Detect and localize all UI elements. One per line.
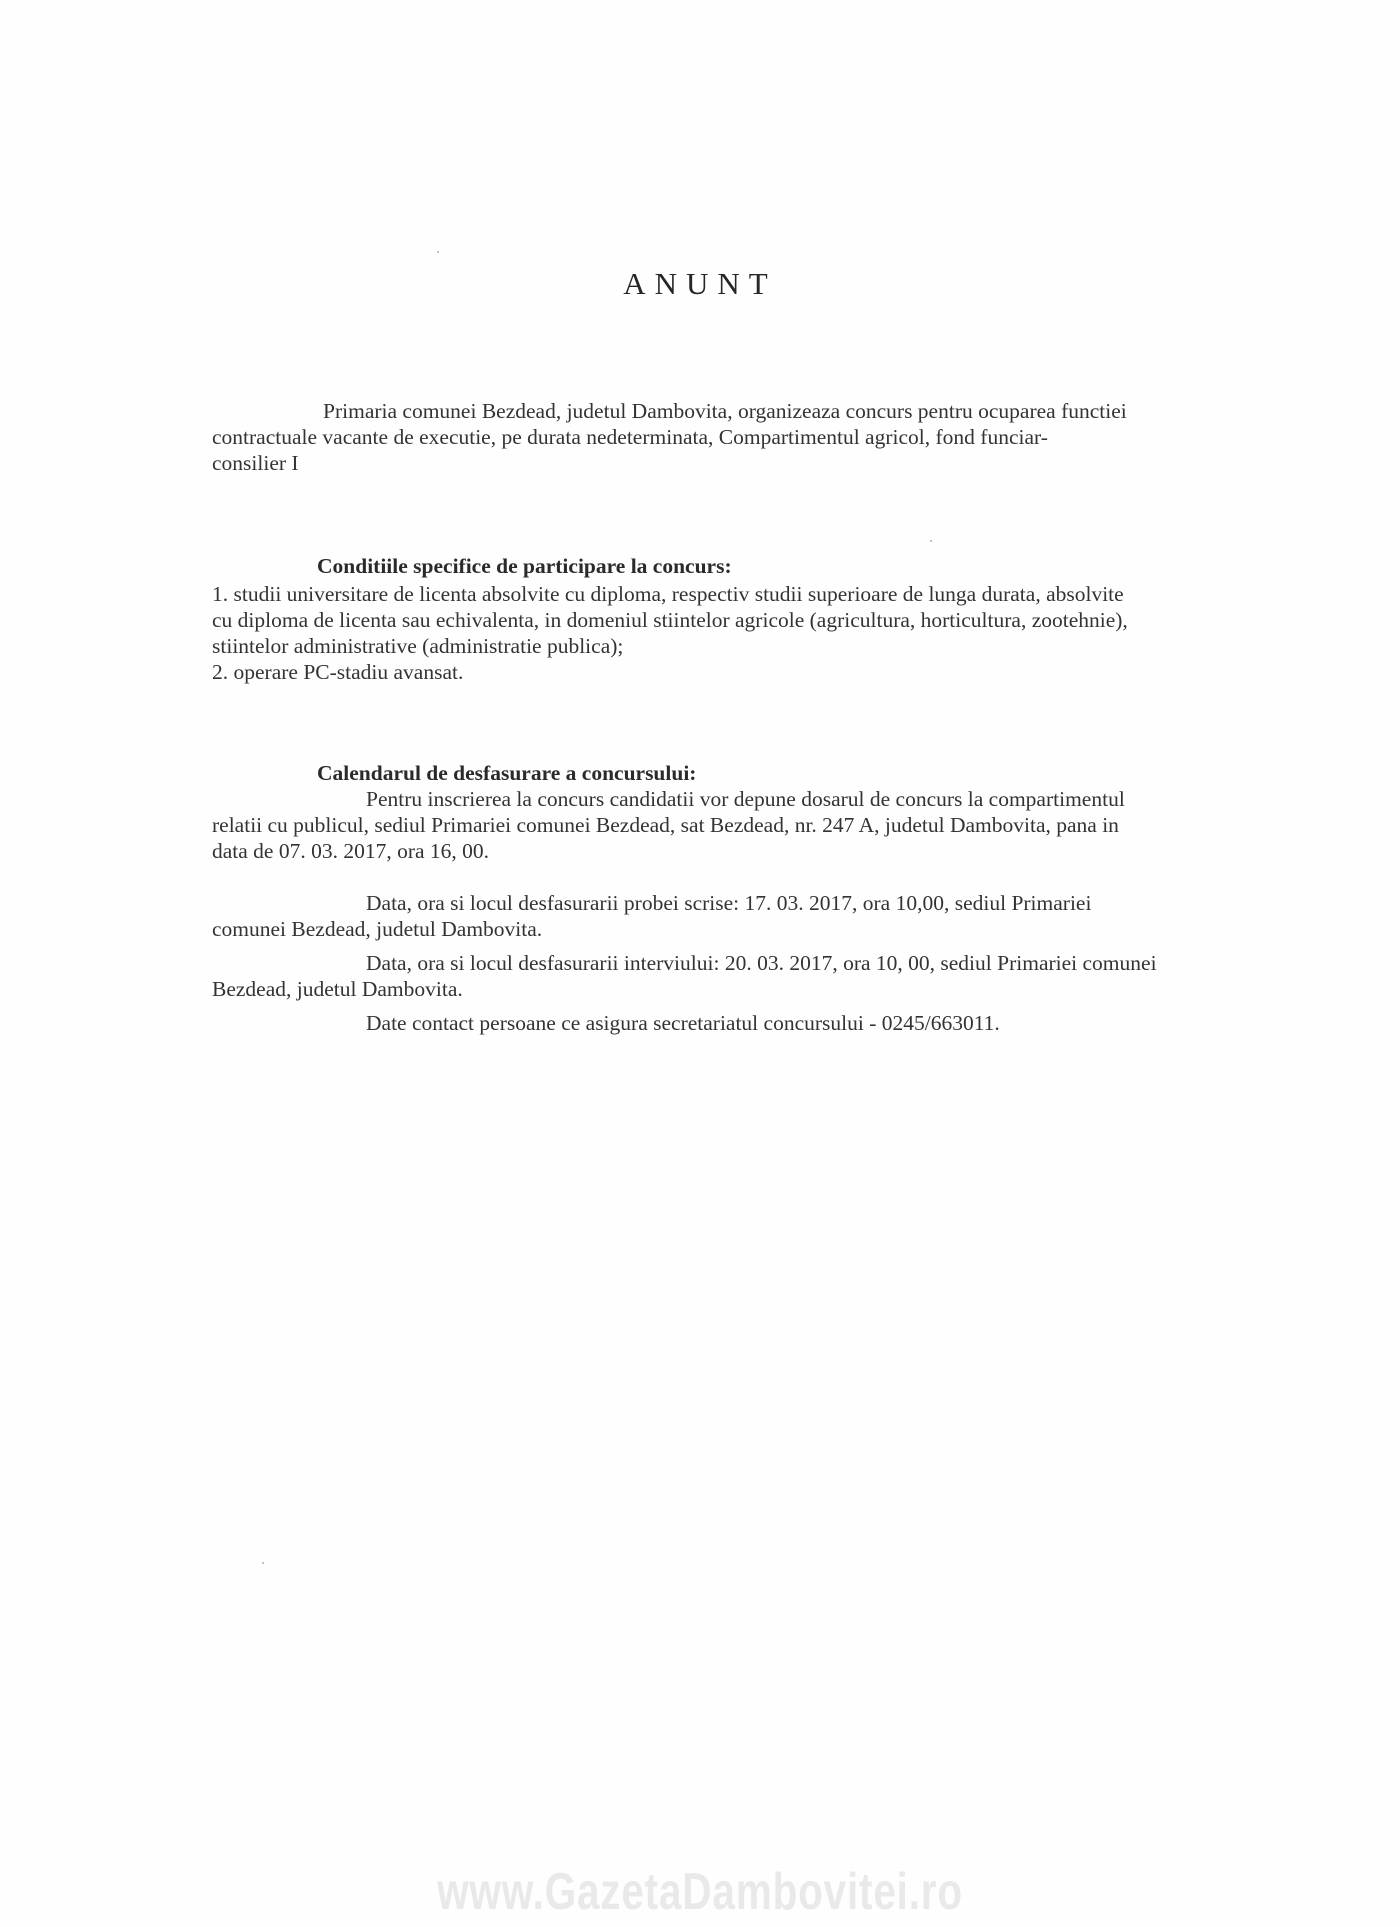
scan-speck — [262, 1562, 264, 1564]
calendar-p3-line-2: Bezdead, judetul Dambovita. — [212, 977, 463, 1001]
calendar-p1-line-1: Pentru inscrierea la concurs candidatii vor depune dosarul de concurs la compartimentul — [366, 787, 1125, 811]
calendar-p1-line-3: data de 07. 03. 2017, ora 16, 00. — [212, 839, 490, 863]
intro-line-1: Primaria comunei Bezdead, judetul Dambovita, organizeaza concurs pentru ocuparea functiei — [323, 399, 1127, 423]
intro-line-3: consilier I — [212, 451, 299, 475]
conditions-line-1: 1. studii universitare de licenta absolvite cu diploma, respectiv studii superioare de lunga durata, absolvite — [212, 582, 1124, 606]
conditions-heading: Conditiile specifice de participare la concurs: — [317, 554, 732, 578]
calendar-p4-line-1: Date contact persoane ce asigura secretariatul concursului - 0245/663011. — [366, 1011, 1000, 1035]
calendar-p2-line-2: comunei Bezdead, judetul Dambovita. — [212, 917, 543, 941]
scan-speck — [437, 251, 439, 253]
calendar-heading: Calendarul de desfasurare a concursului: — [317, 761, 697, 785]
calendar-p2-line-1: Data, ora si locul desfasurarii probei scrise: 17. 03. 2017, ora 10,00, sediul Primariei — [366, 891, 1092, 915]
calendar-p1-line-2: relatii cu publicul, sediul Primariei comunei Bezdead, sat Bezdead, nr. 247 A, judetul Dambovita, pana in — [212, 813, 1119, 837]
scan-speck — [930, 540, 932, 542]
intro-line-2: contractuale vacante de executie, pe durata nedeterminata, Compartimentul agricol, fond funciar- — [212, 425, 1048, 449]
conditions-line-4: 2. operare PC-stadiu avansat. — [212, 660, 464, 684]
site-watermark: www.GazetaDambovitei.ro — [437, 1863, 963, 1921]
conditions-line-3: stiintelor administrative (administratie publica); — [212, 634, 624, 658]
conditions-line-2: cu diploma de licenta sau echivalenta, in domeniul stiintelor agricole (agricultura, horticultura, zootehnie), — [212, 608, 1128, 632]
calendar-p3-line-1: Data, ora si locul desfasurarii interviului: 20. 03. 2017, ora 10, 00, sediul Primariei comunei — [366, 951, 1157, 975]
document-title: ANUNT — [623, 266, 777, 301]
